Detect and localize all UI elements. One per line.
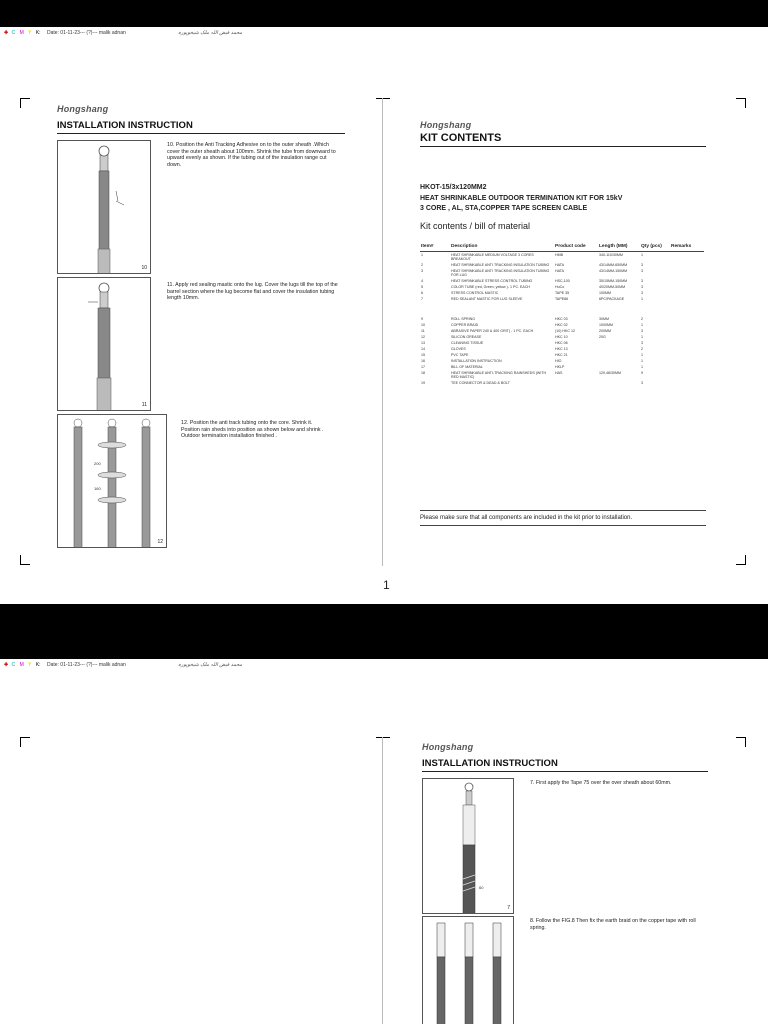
table-row: [420, 252, 704, 263]
table-cell: 10: [421, 323, 425, 327]
registration-mark-icon: ✚: [4, 662, 9, 668]
crop-mark-tr-2: [736, 737, 746, 747]
figure-number: 12: [157, 539, 163, 545]
table-row: [420, 380, 704, 386]
table-cell: 35/15MM-150MM: [599, 279, 628, 283]
table-cell: HSC-100: [555, 279, 570, 283]
cable-lug-diagram-11: [58, 278, 151, 411]
table-cell: HATA: [555, 269, 565, 273]
crop-mark-middle-v: [382, 98, 383, 566]
step-7-text: 7. First apply the Tape 75 over the over sheath about 60mm.: [530, 780, 672, 786]
table-cell: 1: [641, 359, 643, 363]
earth-braid-diagram-8: [423, 917, 514, 1024]
table-cell: 1: [641, 365, 643, 369]
cmyk-k: K:: [35, 30, 41, 36]
table-cell: 9: [421, 317, 423, 321]
cable-lug-diagram-10: [58, 141, 151, 274]
table-cell: 3: [641, 263, 643, 267]
table-cell: 1: [641, 323, 643, 327]
table-cell: GLOVES: [451, 347, 466, 351]
kit-contents-table: [420, 242, 704, 386]
table-cell: HKC 03: [555, 317, 568, 321]
table-cell: (10) HKC 12: [555, 329, 575, 333]
table-cell: HEAT SHRINKABLE ANTI-TRACKING RAINSHEDS (WITH RED MASTIC): [451, 371, 547, 379]
cmyk-y: Y: [28, 662, 32, 668]
registration-mark-icon: ✚: [4, 30, 9, 36]
table-cell: 2: [641, 317, 643, 321]
table-cell: HATA: [555, 263, 565, 267]
cmyk-y: Y: [28, 30, 32, 36]
table-cell: 40/20MM-50MM: [599, 285, 626, 289]
table-cell: 17: [421, 365, 425, 369]
cmyk-k: K:: [35, 662, 41, 668]
table-cell: 1: [641, 335, 643, 339]
section-title: INSTALLATION INSTRUCTION: [422, 758, 708, 772]
table-cell: 30MM: [599, 317, 609, 321]
section-title: KIT CONTENTS: [420, 132, 706, 147]
table-cell: 13: [421, 341, 425, 345]
rain-shed-diagram-12: [58, 415, 167, 548]
figure-8: [422, 916, 514, 1024]
bottom-black-bar: [0, 604, 768, 659]
crop-mark-tl: [20, 98, 30, 108]
col-header-item: Item#: [420, 242, 450, 252]
table-cell: TAPE 35: [555, 291, 570, 295]
col-header-length: Length (MM): [598, 242, 640, 252]
table-cell: HKC 10: [555, 335, 568, 339]
cmyk-c: C: [11, 30, 16, 36]
cmyk-marks: [12, 659, 44, 671]
table-cell: TEE CONNECTOR & DEAD & BOLT: [451, 381, 510, 385]
table-cell: CLEANING TISSUE: [451, 341, 484, 345]
col-header-description: Description: [450, 242, 554, 252]
table-cell: 3: [641, 291, 643, 295]
table-cell: 11: [421, 329, 425, 333]
svg-text:160: 160: [94, 486, 101, 491]
table-cell: [670, 370, 704, 380]
table-cell: 14: [421, 347, 425, 351]
product-title-line-2: 3 CORE , AL, STA,COPPER TAPE SCREEN CABLE: [420, 205, 588, 212]
table-cell: RED SEALANT MASTIC FOR LUG SLEEVE: [451, 297, 523, 301]
cmyk-marks: [12, 27, 44, 39]
table-cell: 120,48/30MM: [599, 371, 621, 375]
table-cell: 1: [641, 253, 643, 257]
table-cell: 19: [421, 381, 425, 385]
table-cell: 200MM: [599, 329, 611, 333]
table-cell: 16: [421, 359, 425, 363]
table-cell: SILICON GREASE: [451, 335, 482, 339]
table-cell: 18: [421, 371, 425, 375]
table-cell: STRESS CONTROL MASTIC: [451, 291, 499, 295]
cmyk-m: M: [19, 662, 24, 668]
figure-10: [57, 140, 151, 274]
table-cell: 7: [421, 297, 423, 301]
table-cell: [554, 380, 598, 386]
table-cell: INSTALLATION INSTRUCTION: [451, 359, 502, 363]
table-spacer-row: [420, 302, 704, 316]
right-page-kit-contents: [418, 120, 708, 550]
figure-11: [57, 277, 151, 411]
table-cell: 43/14MM-150MM: [599, 269, 628, 273]
table-cell: HuCo: [555, 285, 565, 289]
print-info-line-2: [0, 659, 768, 671]
table-cell: TAPE86: [555, 297, 569, 301]
table-cell: 4: [421, 279, 423, 283]
print-info-line: [0, 27, 768, 39]
print-script-text: محمد فیض اللہ ملک شیخوپورہ: [178, 30, 243, 36]
crop-mark-middle-v-2: [382, 737, 383, 1024]
table-cell: 3: [641, 341, 643, 345]
step-11-text: 11. Apply red sealing mastic onto the lug. Cover the lugs till the top of the barrel section where the lug become flat and cover the insulation tubing length 10mm.: [167, 282, 338, 301]
col-header-qty: Qty (pcs): [640, 242, 670, 252]
table-cell: 3: [641, 279, 643, 283]
table-cell: HEAT SHRINKABLE MEDIUM VOLTAGE 3 CORES BREAKOUT: [451, 253, 534, 261]
top-black-bar: [0, 0, 768, 27]
table-cell: HEAT SHRINKABLE ANTI TRACKING INSULATION TUBING: [451, 263, 550, 267]
svg-text:60: 60: [479, 885, 484, 890]
table-cell: 6: [421, 291, 423, 295]
step-12-text: 12. Position the anti track tubing onto the core. Shrink it. Position rain sheds into position as shown below and shrink . Outdoor termination installation finished .: [181, 420, 324, 439]
col-header-product-code: Product code: [554, 242, 598, 252]
table-cell: [670, 252, 704, 263]
left-page: [55, 104, 347, 556]
brand-logo: Hongshang: [420, 120, 472, 130]
step-10-text: 10. Position the Anti Tracking Adhesive on to the outer sheath .Which cover the outer sheath about 100mm. Shrink the tube from downward to upward evenly as shown. If the tubing out of the insulation range cut down.: [167, 142, 336, 168]
figure-number: 11: [141, 402, 147, 408]
product-title-line-1: HEAT SHRINKABLE OUTDOOR TERMINATION KIT FOR 15kV: [420, 195, 623, 202]
step-8-text: 8. Follow the FIG.8 Then fix the earth braid on the copper tape with roll spring.: [530, 918, 696, 931]
figure-12: [57, 414, 167, 548]
table-header-row: [420, 242, 704, 252]
table-cell: PVC TAPE: [451, 353, 469, 357]
table-cell: ABRASIVE PAPER 240 & 400 GRIT) - 1 PC. EACH: [451, 329, 534, 333]
table-cell: [598, 380, 640, 386]
crop-mark-tm-2: [376, 737, 390, 738]
table-cell: 20G: [599, 335, 606, 339]
table-cell: 340-110/30MM: [599, 253, 623, 257]
table-cell: 1: [641, 297, 643, 301]
table-cell: 15: [421, 353, 425, 357]
bottom-right-page: [420, 742, 710, 1024]
table-cell: HEAT SHRINKABLE STRESS CONTROL TUBING: [451, 279, 533, 283]
table-cell: HKC 21: [555, 353, 568, 357]
crop-mark-tm: [376, 98, 390, 99]
table-cell: HIO: [555, 359, 562, 363]
brand-logo: Hongshang: [57, 104, 109, 114]
table-row: [420, 370, 704, 380]
table-cell: 3: [641, 269, 643, 273]
svg-text:200: 200: [94, 461, 101, 466]
table-cell: 3: [641, 329, 643, 333]
crop-mark-bl: [20, 555, 30, 565]
table-cell: BILL OF MATERIAL: [451, 365, 483, 369]
crop-mark-br: [736, 555, 746, 565]
table-cell: HKC 06: [555, 341, 568, 345]
table-cell: COPPER BRAID: [451, 323, 479, 327]
table-cell: 3: [641, 285, 643, 289]
section-title: INSTALLATION INSTRUCTION: [57, 120, 345, 134]
table-cell: 6PC/PACKAGE: [599, 297, 625, 301]
table-cell: 12: [421, 335, 425, 339]
table-cell: 1: [421, 253, 423, 257]
table-cell: 9: [641, 371, 643, 375]
crop-mark-tl-2: [20, 737, 30, 747]
cmyk-m: M: [19, 30, 24, 36]
cable-diagram-7: [423, 779, 514, 914]
crop-mark-tr: [736, 98, 746, 108]
table-cell: HKC 02: [555, 323, 568, 327]
table-cell: [670, 380, 704, 386]
print-date: Date: 01-11-23--- (?)--- malik adnan: [46, 30, 126, 36]
figure-number: 10: [141, 265, 147, 271]
table-row: [420, 268, 704, 278]
table-cell: HEAT SHRINKABLE ANTI TRACKING INSULATION TUBING FOR LUG: [451, 269, 550, 277]
kit-note: Please make sure that all components are included in the kit prior to installation.: [420, 510, 706, 526]
table-cell: 2: [641, 347, 643, 351]
table-cell: HKC 13: [555, 347, 568, 351]
table-cell: ROLL SPRING: [451, 317, 476, 321]
table-cell: 100MM: [599, 291, 611, 295]
table-cell: HAS: [555, 371, 563, 375]
product-code: HKOT-15/3x120MM2: [420, 184, 487, 191]
table-cell: 2: [421, 263, 423, 267]
print-date: Date: 01-11-23--- (?)--- malik adnan: [46, 662, 126, 668]
figure-7: [422, 778, 514, 914]
table-cell: HKLP: [555, 365, 565, 369]
table-cell: [670, 268, 704, 278]
print-script-text: محمد فیض اللہ ملک شیخوپورہ: [178, 662, 243, 668]
figure-number: 7: [507, 905, 510, 911]
brand-logo: Hongshang: [422, 742, 474, 752]
cmyk-c: C: [11, 662, 16, 668]
table-cell: 43/14MM-650MM: [599, 263, 628, 267]
table-cell: 1000MM: [599, 323, 613, 327]
table-cell: 3: [421, 269, 423, 273]
col-header-remarks: Remarks: [670, 242, 704, 252]
table-cell: COLOR TUBE (red, Green, yellow )- 1 PC. EACH: [451, 285, 531, 289]
page-number: 1: [383, 578, 390, 592]
table-cell: 3: [641, 381, 643, 385]
table-cell: 5: [421, 285, 423, 289]
kit-subtitle: Kit contents / bill of material: [420, 221, 531, 231]
table-cell: 1: [641, 353, 643, 357]
table-cell: HMB: [555, 253, 563, 257]
